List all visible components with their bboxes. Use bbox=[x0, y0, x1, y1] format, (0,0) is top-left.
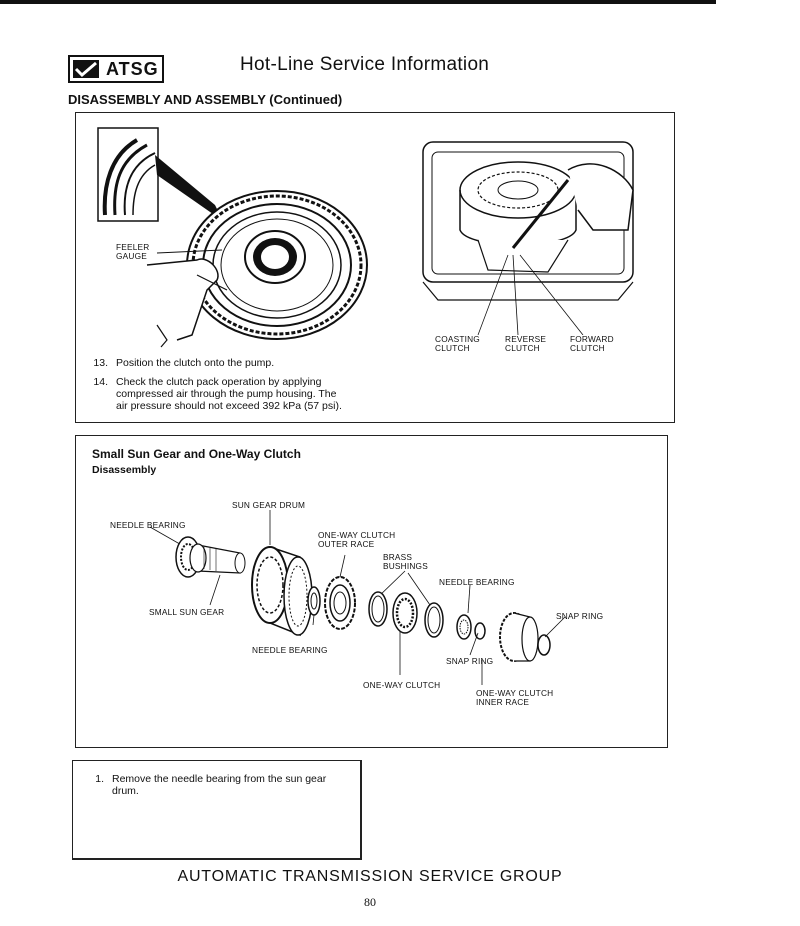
logo-text: ATSG bbox=[106, 59, 159, 79]
brass-bushings-label: BRASS BUSHINGS bbox=[383, 552, 428, 571]
small-sun-gear-label: SMALL SUN GEAR bbox=[149, 607, 225, 617]
snap-ring-right-label: SNAP RING bbox=[556, 611, 604, 621]
step-14: 14. Check the clutch pack operation by applying compressed air through the pump housing. The air pressure should not exceed 392 kPa (57 psi). bbox=[93, 376, 342, 412]
owc-inner-race-label: ONE-WAY CLUTCH INNER RACE bbox=[476, 688, 554, 707]
atsg-logo bbox=[68, 55, 164, 83]
reverse-clutch-label: REVERSE CLUTCH bbox=[505, 334, 547, 353]
needle-bearing-right-label: NEEDLE BEARING bbox=[439, 577, 515, 587]
feeler-gauge-label: FEELER GAUGE bbox=[116, 242, 150, 261]
clutch-feeler-gauge-illustration bbox=[97, 125, 377, 355]
snap-ring-bottom-label: SNAP RING bbox=[446, 656, 494, 666]
forward-clutch-label: FORWARD CLUTCH bbox=[570, 334, 614, 353]
sun-gear-panel-title: Small Sun Gear and One-Way Clutch bbox=[92, 447, 301, 461]
section-title: DISASSEMBLY AND ASSEMBLY (Continued) bbox=[68, 92, 343, 107]
needle-bearing-bottom-label: NEEDLE BEARING bbox=[252, 645, 328, 655]
page-number: 80 bbox=[364, 895, 376, 909]
sun-gear-panel-subtitle: Disassembly bbox=[92, 464, 157, 476]
logo-check-icon bbox=[73, 60, 99, 78]
step-13: 13. Position the clutch onto the pump. bbox=[93, 357, 275, 369]
coasting-clutch-label: COASTING CLUTCH bbox=[435, 334, 480, 353]
one-way-clutch-label: ONE-WAY CLUTCH bbox=[363, 680, 441, 690]
owc-outer-race-label: ONE-WAY CLUTCH OUTER RACE bbox=[318, 530, 396, 549]
top-rule bbox=[0, 0, 716, 4]
page-title: Hot-Line Service Information bbox=[240, 54, 490, 75]
needle-bearing-top-label: NEEDLE BEARING bbox=[110, 520, 186, 530]
footer-text: AUTOMATIC TRANSMISSION SERVICE GROUP bbox=[177, 868, 563, 885]
step-1: 1. Remove the needle bearing from the sun gear drum. bbox=[95, 773, 327, 797]
sun-gear-drum-label: SUN GEAR DRUM bbox=[232, 500, 306, 510]
pump-air-check-illustration bbox=[418, 130, 648, 335]
